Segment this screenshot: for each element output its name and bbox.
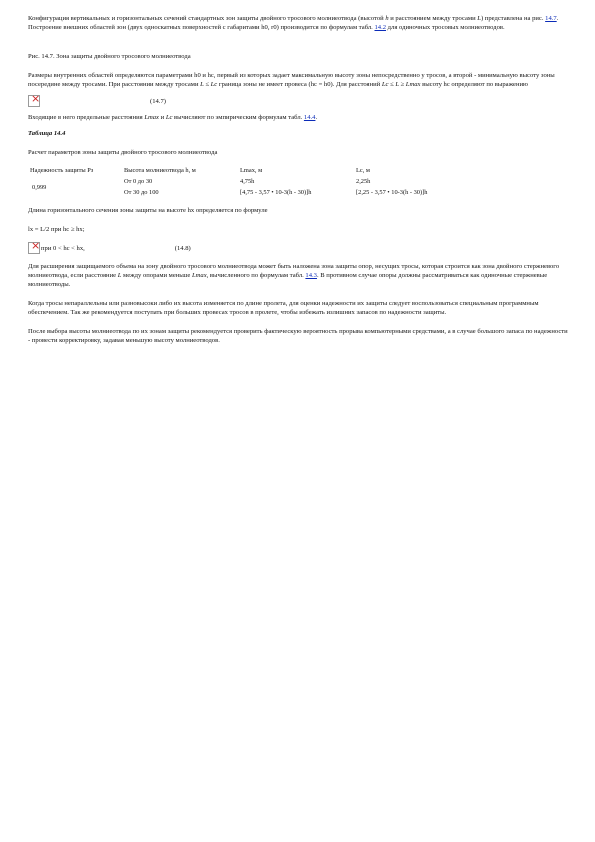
broken-image-icon — [28, 242, 40, 254]
text: Входящие в него предельные расстояния — [28, 114, 145, 121]
var-range: Lc ≤ L ≥ Lmax — [381, 81, 421, 88]
table-cell: [2,25 - 3,57 • 10-3(h - 30)]h — [356, 189, 428, 196]
table-cell: 2,25h — [356, 178, 371, 185]
text: . Построение внешних областей зон (двух односкатных поверхностей с габаритами — [28, 15, 559, 31]
var-lx: lx — [28, 226, 34, 233]
text: граница зоны не имеет провеса (hc = h0). Для расстояний — [217, 81, 382, 88]
table-row — [28, 176, 468, 187]
text: Размеры внутренних областей определяются параметрами — [28, 72, 195, 79]
var-lmax: Lmax — [191, 272, 207, 279]
document-page — [28, 14, 568, 345]
text: . — [315, 114, 318, 121]
table-title: Расчет параметров зоны защиты двойного тросового молниеотвода — [28, 149, 218, 156]
paragraph-1 — [28, 14, 568, 32]
table-header: Высота молниеотвода h, м — [124, 167, 196, 174]
text: Конфигурация вертикальных и горизонтальных сечений стандартных зон защиты двойного тросового молниеотвода (высотой — [28, 15, 386, 22]
table-cell: 4,75h — [240, 178, 255, 185]
paragraph-6 — [28, 262, 568, 289]
link-fig-14-7[interactable]: 14.7 — [545, 15, 557, 22]
paragraph-8: После выбора высоты молниеотвода по их зонам защиты рекомендуется проверить фактическую вероятность прорыва компьютерными средствами, а в случае большого запаса по надежности - провести корректировку, задавая меньшую высоту молниеотводов. — [28, 328, 568, 344]
text: вычисляют по эмпирическим формулам табл. — [172, 114, 304, 121]
var-l: L — [477, 15, 481, 22]
text: для одиночных тросовых молниеотводов. — [386, 24, 505, 31]
formula-number: (14.7) — [150, 97, 166, 105]
var-l-le-lc: L ≤ Lc — [200, 81, 218, 88]
table-header: Надежность защиты Рз — [30, 167, 94, 174]
text: высоту hc определяют по выражению — [420, 81, 528, 88]
table-header-row — [28, 165, 468, 176]
broken-image-icon — [28, 95, 40, 107]
table-header: Lmax, м — [240, 167, 263, 174]
link-table-14-2[interactable]: 14.2 — [374, 24, 387, 31]
var-lmax: Lmax — [144, 114, 159, 121]
table-cell: От 30 до 100 — [124, 189, 159, 196]
paragraph-2 — [28, 71, 568, 89]
text: и — [158, 114, 166, 121]
text: и расстоянием между тросами — [388, 15, 478, 22]
table-header: Lc, м — [356, 167, 370, 174]
table-cell: От 0 до 30 — [124, 178, 153, 185]
formula-14-7 — [28, 95, 568, 107]
text: . В противном случае опоры должны рассматриваться как одиночные стержневые молниеотводы. — [28, 272, 548, 288]
table-label: Таблица 14.4 — [28, 130, 66, 137]
paragraph-3 — [28, 113, 568, 122]
link-table-14-4[interactable]: 14.4 — [303, 114, 316, 121]
text: Для расширения защищаемого объема на зону двойного тросового молниеотвода может быть наложена зона защиты опор, несущих тросы, которая строится как зона двойного стержневого молниеотвода, если расстояние — [28, 263, 560, 279]
paragraph-5 — [28, 225, 568, 234]
figure-caption: Рис. 14.7. Зона защиты двойного тросового молниеотвода — [28, 53, 191, 60]
formula-text: при 0 < hc < hx, — [41, 244, 85, 252]
var-l: L — [117, 272, 122, 279]
text: ) представлена на рис. — [480, 15, 546, 22]
table-cell: 0,999 — [32, 183, 47, 191]
text: h0, r0) производится по формулам табл. — [261, 24, 375, 31]
text: , вычисленного по формулам табл. — [206, 272, 306, 279]
var-h: h — [385, 15, 389, 22]
paragraph-7: Когда тросы непараллельны или разновысоки либо их высота изменяется по длине пролета, для оценки надежности их защиты следует воспользоваться специальным программным обеспечением. Так же рекомендуется поступать при больших провесах тросов в пролете, чтобы избежать излишних запасов по надежности защиты. — [28, 300, 539, 316]
formula-14-8 — [28, 242, 568, 254]
data-table — [28, 165, 468, 198]
paragraph-4: Длина горизонтального сечения зоны защиты на высоте hx определяется по формуле — [28, 207, 268, 214]
link-table-14-3[interactable]: 14.3 — [305, 272, 317, 279]
text: между опорами меньше — [121, 272, 192, 279]
formula-number: (14.8) — [174, 244, 191, 252]
var-lc: Lc — [165, 114, 173, 121]
table-cell: [4,75 - 3,57 • 10-3(h - 30)]h — [240, 189, 312, 196]
text: h0 и hc, первый из которых задает максимальную высоту зоны непосредственно у тросов, а второй - минимальную высоту зоны посередине между тросами. При расстоянии между тросами — [28, 72, 555, 88]
text: = L/2 при hc ≥ hx; — [33, 226, 85, 233]
